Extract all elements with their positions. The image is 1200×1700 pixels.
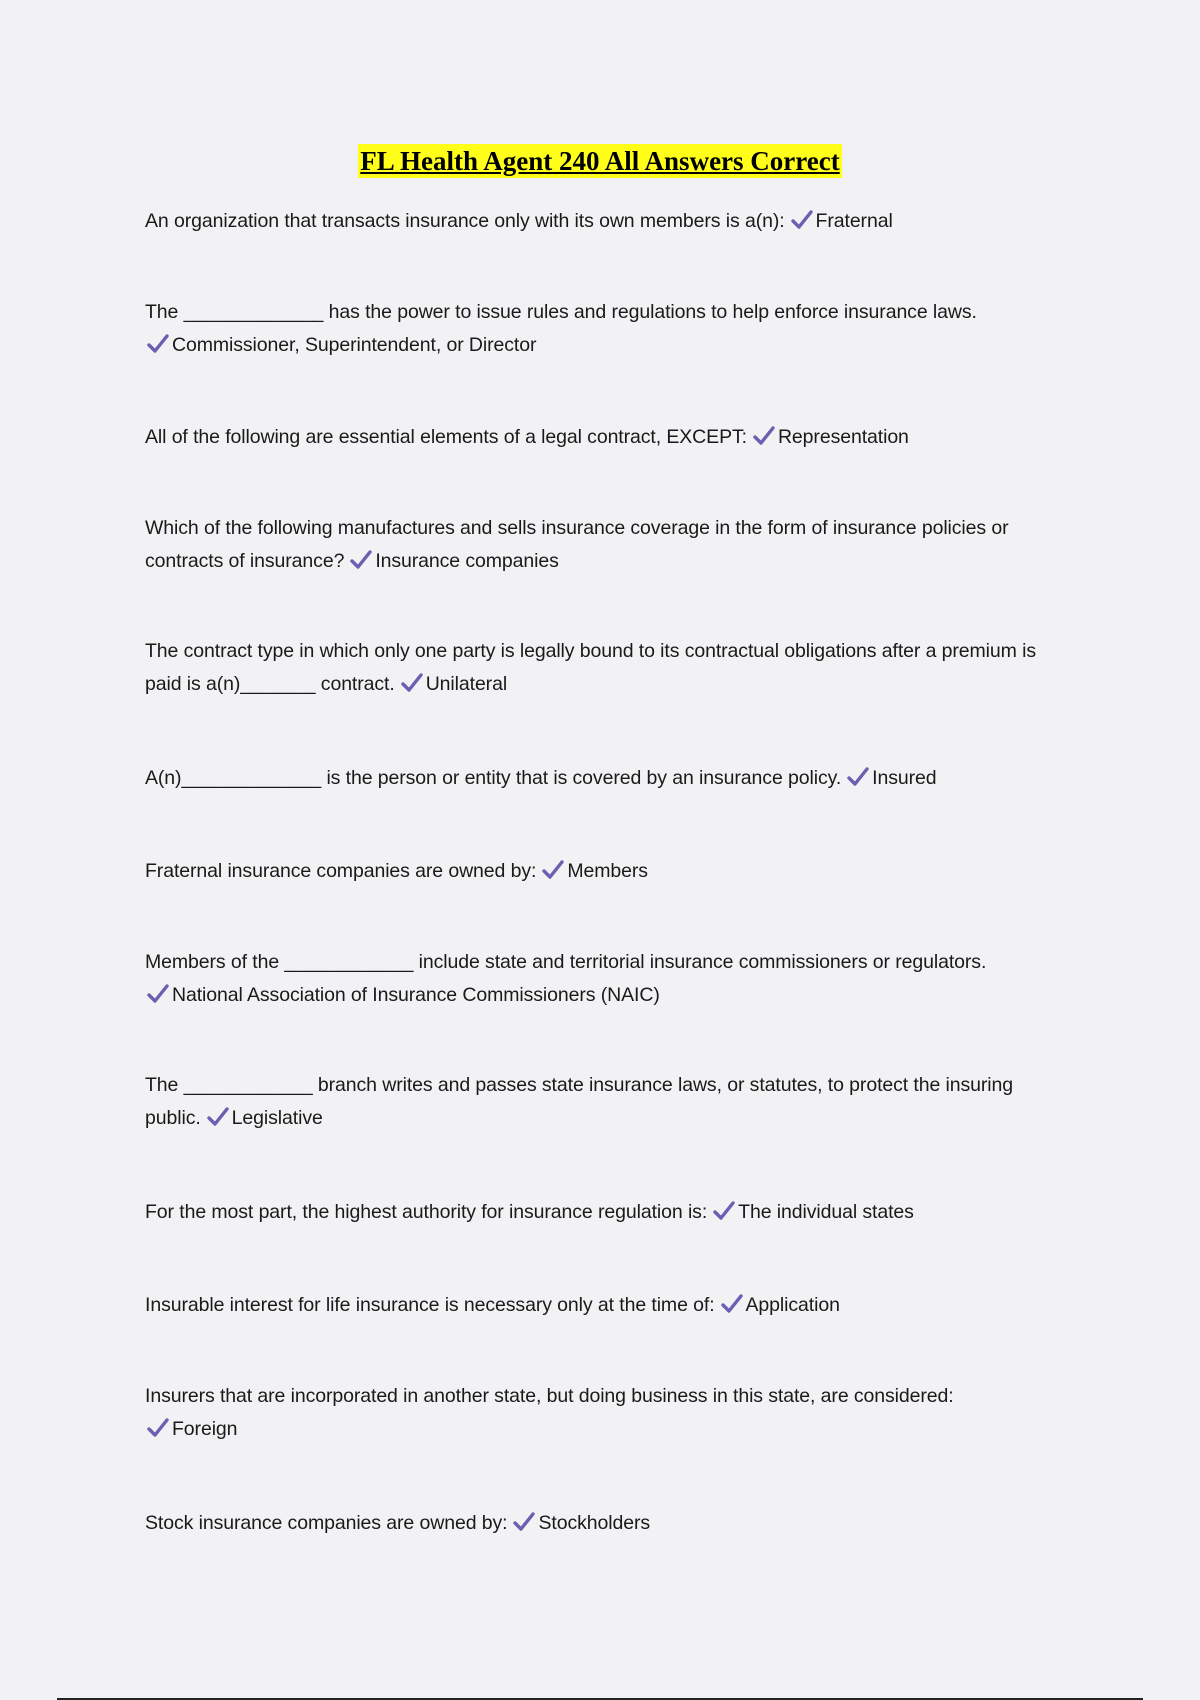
- check-icon: [513, 1512, 535, 1532]
- qa-item: [145, 1380, 1065, 1445]
- check-icon: [147, 334, 169, 354]
- question-text: The _____________ has the power to issue rules and regulations to help enforce insurance laws.: [145, 301, 977, 323]
- check-icon: [401, 673, 423, 693]
- qa-item: [145, 1069, 1065, 1134]
- question-text: A(n)_____________ is the person or entity that is covered by an insurance policy.: [145, 767, 842, 789]
- document-title: FL Health Agent 240 All Answers Correct: [360, 146, 840, 176]
- qa-item: [145, 855, 1065, 888]
- question-text: All of the following are essential elements of a legal contract, EXCEPT:: [145, 426, 747, 448]
- qa-item: [145, 1507, 1065, 1540]
- check-icon: [542, 860, 564, 880]
- check-icon: [147, 984, 169, 1004]
- answer-text: Unilateral: [425, 672, 508, 695]
- question-text: An organization that transacts insurance only with its own members is a(n):: [145, 210, 785, 232]
- answer-text: The individual states: [738, 1201, 914, 1223]
- answer-text: Commissioner, Superintendent, or Director: [172, 333, 537, 356]
- qa-item: [145, 946, 1065, 1011]
- answer-text: National Association of Insurance Commissioners (NAIC): [172, 983, 660, 1006]
- question-text: Stock insurance companies are owned by:: [145, 1512, 508, 1534]
- title-container: [0, 144, 1200, 178]
- qa-item: [145, 1196, 1065, 1229]
- question-text: Members of the ____________ include state and territorial insurance commissioners or regulators.: [145, 951, 987, 973]
- answer-text: Fraternal: [815, 210, 893, 232]
- question-text: The contract type in which only one party is legally bound to its contractual obligations after a premium is paid is a(n)_______ contract.: [145, 640, 1036, 695]
- answer-text: Insurance companies: [375, 549, 559, 572]
- check-icon: [147, 1418, 169, 1438]
- answer-text: Insured: [872, 767, 937, 789]
- answer-text: Application: [745, 1294, 840, 1316]
- check-icon: [753, 426, 775, 446]
- answer-text: Stockholders: [538, 1512, 650, 1534]
- qa-item: [145, 421, 1065, 454]
- answer-text: Legislative: [231, 1106, 323, 1129]
- qa-item: [145, 762, 1065, 795]
- question-text: The ____________ branch writes and passes state insurance laws, or statutes, to protect the insuring public.: [145, 1074, 1014, 1129]
- question-text: Insurable interest for life insurance is necessary only at the time of:: [145, 1294, 715, 1316]
- question-text: For the most part, the highest authority for insurance regulation is:: [145, 1201, 708, 1223]
- qa-item: [145, 1289, 1065, 1322]
- answer-text: Representation: [777, 426, 909, 448]
- check-icon: [350, 550, 372, 570]
- qa-item: [145, 512, 1065, 577]
- answer-text: Members: [567, 860, 648, 882]
- answer-text: Foreign: [172, 1417, 238, 1440]
- check-icon: [721, 1294, 743, 1314]
- question-text: Fraternal insurance companies are owned by:: [145, 860, 537, 882]
- qa-item: [145, 635, 1065, 700]
- qa-item: [145, 205, 1065, 238]
- question-text: Insurers that are incorporated in another state, but doing business in this state, are considered:: [145, 1385, 954, 1407]
- qa-item: [145, 296, 1065, 361]
- check-icon: [713, 1201, 735, 1221]
- check-icon: [791, 210, 813, 230]
- check-icon: [207, 1107, 229, 1127]
- check-icon: [847, 767, 869, 787]
- question-text: Which of the following manufactures and sells insurance coverage in the form of insurance policies or contracts of insurance?: [145, 517, 1009, 572]
